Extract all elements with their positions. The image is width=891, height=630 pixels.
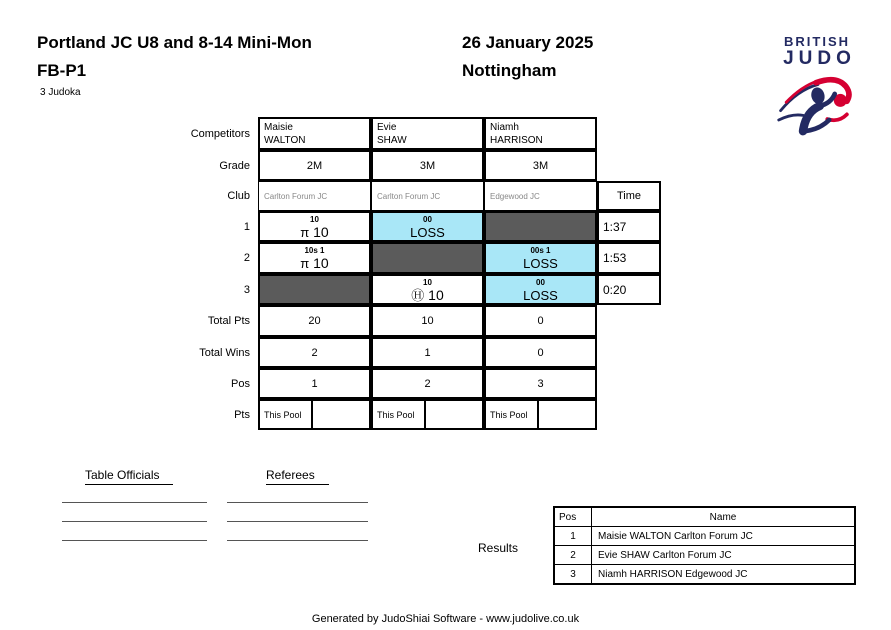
- match-score-code: 00: [423, 215, 432, 224]
- results-table: [553, 506, 856, 585]
- position-cell: 3: [484, 368, 597, 399]
- competitor-last-name: WALTON: [264, 135, 306, 146]
- ippon-symbol: π: [300, 256, 310, 271]
- results-row: [554, 546, 855, 565]
- total-pts-cell: 0: [484, 305, 597, 337]
- total-wins-cell: 0: [484, 337, 597, 368]
- total-wins-cell: 2: [258, 337, 371, 368]
- competitor-last-name: SHAW: [377, 135, 407, 146]
- result-name: Evie SHAW Carlton Forum JC: [592, 546, 856, 565]
- row-label-competitors: Competitors: [190, 127, 250, 140]
- row-label-match-3: 3: [243, 283, 250, 296]
- time-column-header: Time: [597, 181, 661, 211]
- pts-value-blank: [539, 401, 595, 428]
- match-score-code: 00: [536, 278, 545, 287]
- match-points: 10: [428, 287, 444, 303]
- row-label-grade: Grade: [219, 159, 250, 172]
- match-cell-win: [258, 242, 371, 274]
- match-time: 0:20: [597, 274, 661, 305]
- result-pos: 3: [554, 565, 592, 585]
- competitor-name-cell: [258, 117, 371, 150]
- table-officials-heading: Table Officials: [85, 468, 173, 485]
- club-cell: Carlton Forum JC: [371, 181, 484, 211]
- result-name: Maisie WALTON Carlton Forum JC: [592, 527, 856, 546]
- page-title: Portland JC U8 and 8-14 Mini-Mon: [37, 33, 312, 52]
- signature-line: [62, 540, 207, 541]
- grade-cell: 3M: [371, 150, 484, 181]
- club-cell: Edgewood JC: [484, 181, 597, 211]
- ippon-symbol: π: [300, 225, 310, 240]
- pts-value-blank: [313, 401, 369, 428]
- position-cell: 1: [258, 368, 371, 399]
- pts-cell: [258, 399, 371, 430]
- result-pos: 2: [554, 546, 592, 565]
- competitor-first-name: Evie: [377, 122, 397, 133]
- match-points: 10: [313, 224, 329, 240]
- match-score-code: 10: [310, 215, 319, 224]
- grade-cell: 3M: [484, 150, 597, 181]
- match-cell-loss: [484, 242, 597, 274]
- judo-figure-icon: [775, 73, 859, 139]
- competitor-first-name: Maisie: [264, 122, 293, 133]
- row-label-club: Club: [227, 190, 250, 202]
- this-pool-label: This Pool: [373, 401, 426, 428]
- pts-cell: [371, 399, 484, 430]
- signature-line: [62, 502, 207, 503]
- match-cell-win: [371, 274, 484, 305]
- signature-line: [227, 540, 368, 541]
- match-cell-bye: [484, 211, 597, 242]
- match-cell-loss: [484, 274, 597, 305]
- match-cell-loss: [371, 211, 484, 242]
- hansoku-make-symbol: Ⓗ: [411, 288, 425, 303]
- results-header-row: [554, 507, 855, 527]
- signature-line: [227, 502, 368, 503]
- grade-cell: 2M: [258, 150, 371, 181]
- row-label-match-1: 1: [243, 220, 250, 233]
- row-label-pts: Pts: [234, 408, 250, 421]
- match-cell-win: [258, 211, 371, 242]
- result-name: Niamh HARRISON Edgewood JC: [592, 565, 856, 585]
- total-wins-cell: 1: [371, 337, 484, 368]
- loss-text: LOSS: [523, 288, 558, 303]
- pts-cell: [484, 399, 597, 430]
- match-cell-bye: [258, 274, 371, 305]
- match-score-code: 10s 1: [304, 246, 325, 255]
- row-label-total-pts: Total Pts: [207, 315, 250, 327]
- results-heading: Results: [478, 541, 519, 555]
- total-pts-cell: 20: [258, 305, 371, 337]
- row-label-pos: Pos: [231, 377, 250, 390]
- match-points: 10: [313, 255, 329, 271]
- generator-credit: Generated by JudoShiai Software - www.judolive.co.uk: [311, 613, 580, 625]
- result-pos: 1: [554, 527, 592, 546]
- this-pool-label: This Pool: [486, 401, 539, 428]
- referees-heading: Referees: [266, 468, 329, 485]
- competitor-first-name: Niamh: [490, 122, 519, 133]
- total-pts-cell: 10: [371, 305, 484, 337]
- match-cell-bye: [371, 242, 484, 274]
- club-cell: Carlton Forum JC: [258, 181, 371, 211]
- signature-line: [227, 521, 368, 522]
- signature-line: [62, 521, 207, 522]
- match-time: 1:53: [597, 242, 661, 274]
- results-col-pos: Pos: [554, 507, 592, 527]
- match-score-code: 10: [423, 278, 432, 287]
- logo-text-british: BRITISH: [784, 34, 850, 49]
- results-row: [554, 565, 855, 585]
- competitor-name-cell: [484, 117, 597, 150]
- event-date: 26 January 2025: [462, 33, 594, 52]
- pts-value-blank: [426, 401, 482, 428]
- results-row: [554, 527, 855, 546]
- competitor-name-cell: [371, 117, 484, 150]
- loss-text: LOSS: [523, 256, 558, 271]
- competitor-last-name: HARRISON: [490, 135, 543, 146]
- loss-text: LOSS: [410, 225, 445, 240]
- this-pool-label: This Pool: [260, 401, 313, 428]
- match-score-code: 00s 1: [530, 246, 551, 255]
- british-judo-logo: [772, 34, 862, 144]
- results-col-name: Name: [592, 507, 856, 527]
- event-location: Nottingham: [462, 61, 557, 80]
- position-cell: 2: [371, 368, 484, 399]
- row-label-match-2: 2: [243, 252, 250, 264]
- logo-text-judo: JUDO: [783, 48, 856, 69]
- category-code: FB-P1: [37, 61, 87, 80]
- row-label-total-wins: Total Wins: [199, 346, 250, 359]
- match-time: 1:37: [597, 211, 661, 242]
- judoka-count: 3 Judoka: [40, 87, 81, 98]
